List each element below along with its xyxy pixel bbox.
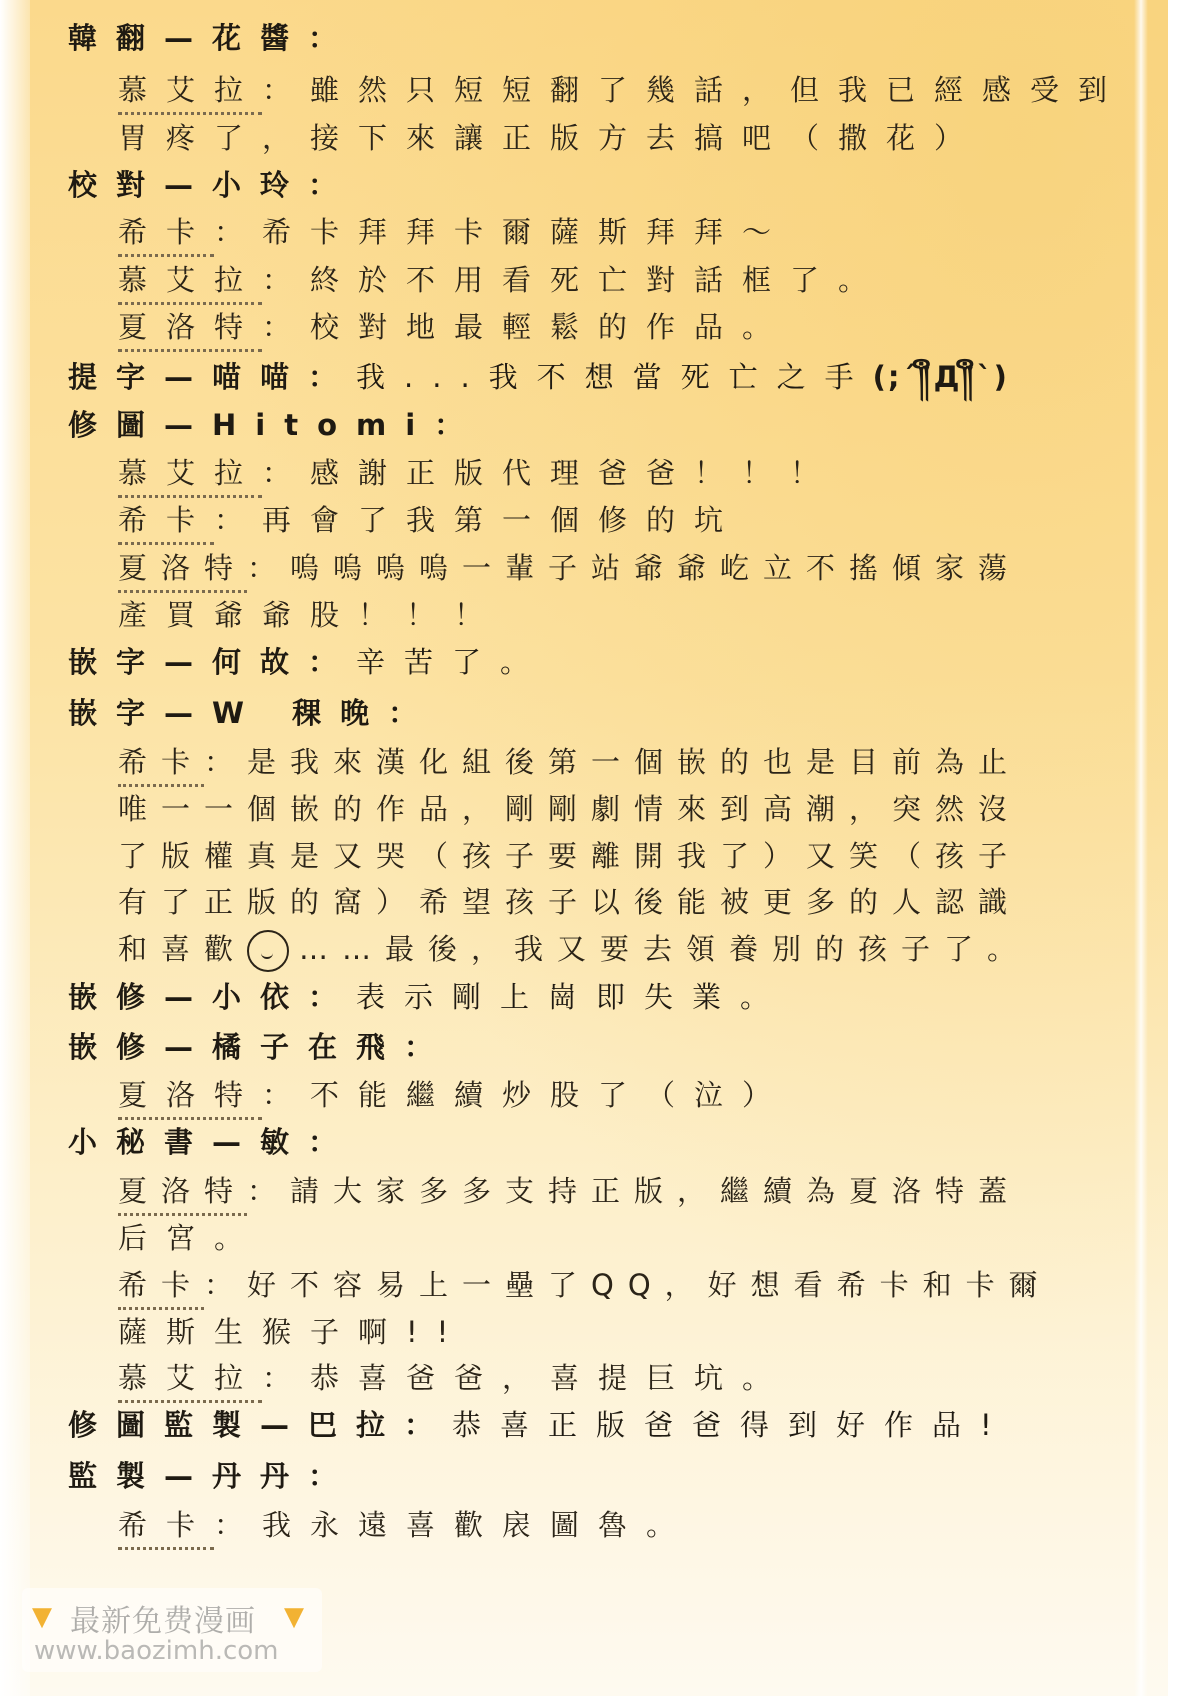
watermark-title: 最新免费漫画 <box>70 1604 256 1639</box>
pointing-down-hand-icon: ▼ <box>284 1602 304 1632</box>
credit-secretary-header: 小秘書—敏： <box>68 1125 357 1159</box>
pointing-down-hand-icon: ▼ <box>32 1602 52 1632</box>
credit-text: ：請大家多多支持正版，繼續為夏洛特蓋 <box>247 1174 1022 1208</box>
credit-text: ：再會了我第一個修的坑 <box>214 503 743 537</box>
credit-embed-retouch-2-header: 嵌修—橘子在飛： <box>68 1030 453 1064</box>
credit-embed-retouch-2-line-1 <box>118 1075 790 1120</box>
credit-embed-2-line-2: 唯一一個嵌的作品，剛剛劇情來到高潮，突然沒 <box>118 792 1022 826</box>
credit-embed-2-header: 嵌字—W 稞晚： <box>68 696 437 730</box>
speaker-label: 夏洛特 <box>118 548 247 593</box>
credit-text: ：嗚嗚嗚嗚一輩子站爺爺屹立不搖傾家蕩 <box>247 551 1022 585</box>
credit-proofreading-header: 校對—小玲： <box>68 168 357 202</box>
speaker-label: 夏洛特 <box>118 1075 262 1120</box>
credit-embed-retouch-1-header <box>68 977 788 1017</box>
credit-retouch-line-4: 產買爺爺股！！！ <box>118 598 503 632</box>
speaker-label: 夏洛特 <box>118 307 262 352</box>
credit-embed-2-line-1 <box>118 742 1021 787</box>
credit-text: ……最後，我又要去領養別的孩子了。 <box>299 932 1031 966</box>
credit-role: 嵌字—何故： <box>68 645 357 679</box>
credit-secretary-line-1 <box>118 1171 1021 1216</box>
credit-text: ：希卡拜拜卡爾薩斯拜拜～ <box>214 215 791 249</box>
credit-text: ：感謝正版代理爸爸！！！ <box>262 456 839 490</box>
site-watermark <box>22 1588 322 1672</box>
credit-embed-2-line-3: 了版權真是又哭（孩子要離開我了）又笑（孩子 <box>118 839 1022 873</box>
credit-text: ：校對地最輕鬆的作品。 <box>262 310 791 344</box>
credit-retouch-line-2 <box>118 500 742 545</box>
credit-secretary-line-4: 薩斯生猴子啊!! <box>118 1315 468 1349</box>
credit-translation-line-1 <box>118 70 1126 115</box>
credit-text: 恭喜正版爸爸得到好作品! <box>452 1408 1011 1442</box>
credit-retouch-line-3 <box>118 548 1021 593</box>
speaker-label: 慕艾拉 <box>118 260 262 305</box>
credit-embed-2-line-5 <box>118 929 1030 972</box>
credit-secretary-line-5 <box>118 1358 790 1403</box>
speaker-label: 希卡 <box>118 1505 214 1550</box>
credit-translation-line-2: 胃疼了，接下來讓正版方去搞吧（撒花） <box>118 121 983 155</box>
speaker-label: 希卡 <box>118 212 214 257</box>
credit-proofreading-line-2 <box>118 260 886 305</box>
credit-text: 辛苦了。 <box>356 645 549 679</box>
credit-font-header <box>68 357 1009 397</box>
credit-producer-header: 監製—丹丹： <box>68 1459 357 1493</box>
speaker-label: 夏洛特 <box>118 1171 247 1216</box>
credit-text: ：終於不用看死亡對話框了。 <box>262 263 887 297</box>
credit-proofreading-line-3 <box>118 307 790 352</box>
credit-role: 嵌修—小依： <box>68 980 357 1014</box>
credit-role: 提字—喵喵： <box>68 360 357 394</box>
credit-text: 和喜歡 <box>118 932 248 966</box>
credit-secretary-line-2: 后宮。 <box>118 1221 263 1255</box>
credit-text: 我...我不想當死亡之手 <box>356 360 873 394</box>
speaker-label: 希卡 <box>118 1265 204 1310</box>
crying-kaomoji: (;´༎ຶД༎ຶ`) <box>872 360 1009 394</box>
credit-text: ：好不容易上一壘了QQ，好想看希卡和卡爾 <box>204 1268 1052 1302</box>
credit-retouch-line-1 <box>118 453 838 498</box>
credit-producer-line-1 <box>118 1505 694 1550</box>
speaker-label: 慕艾拉 <box>118 453 262 498</box>
credit-text: ：恭喜爸爸，喜提巨坑。 <box>262 1361 791 1395</box>
credit-embed-2-line-4: 有了正版的窩）希望孩子以後能被更多的人認識 <box>118 885 1022 919</box>
credit-secretary-line-3 <box>118 1265 1052 1310</box>
credit-supervisor-header <box>68 1405 1011 1445</box>
credit-text: ：雖然只短短翻了幾話，但我已經感受到 <box>262 73 1127 107</box>
credit-role: 修圖監製—巴拉： <box>68 1408 453 1442</box>
speaker-label: 慕艾拉 <box>118 70 262 115</box>
credit-text: 表示剛上崗即失業。 <box>356 980 789 1014</box>
credit-proofreading-line-1 <box>118 212 790 257</box>
credit-translation-header: 韓翻—花醬： <box>68 21 357 55</box>
credit-text: ：不能繼續炒股了（泣） <box>262 1078 791 1112</box>
speaker-label: 希卡 <box>118 500 214 545</box>
kiss-face-icon <box>247 930 289 972</box>
credit-text: ：是我來漢化組後第一個嵌的也是目前為止 <box>204 745 1022 779</box>
credit-text: ：我永遠喜歡扆圖魯。 <box>214 1508 695 1542</box>
credit-embed-1-header <box>68 642 548 682</box>
speaker-label: 慕艾拉 <box>118 1358 262 1403</box>
watermark-url: www.baozimh.com <box>34 1636 279 1666</box>
credit-retouch-header: 修圖—Hitomi： <box>68 408 483 442</box>
speaker-label: 希卡 <box>118 742 204 787</box>
